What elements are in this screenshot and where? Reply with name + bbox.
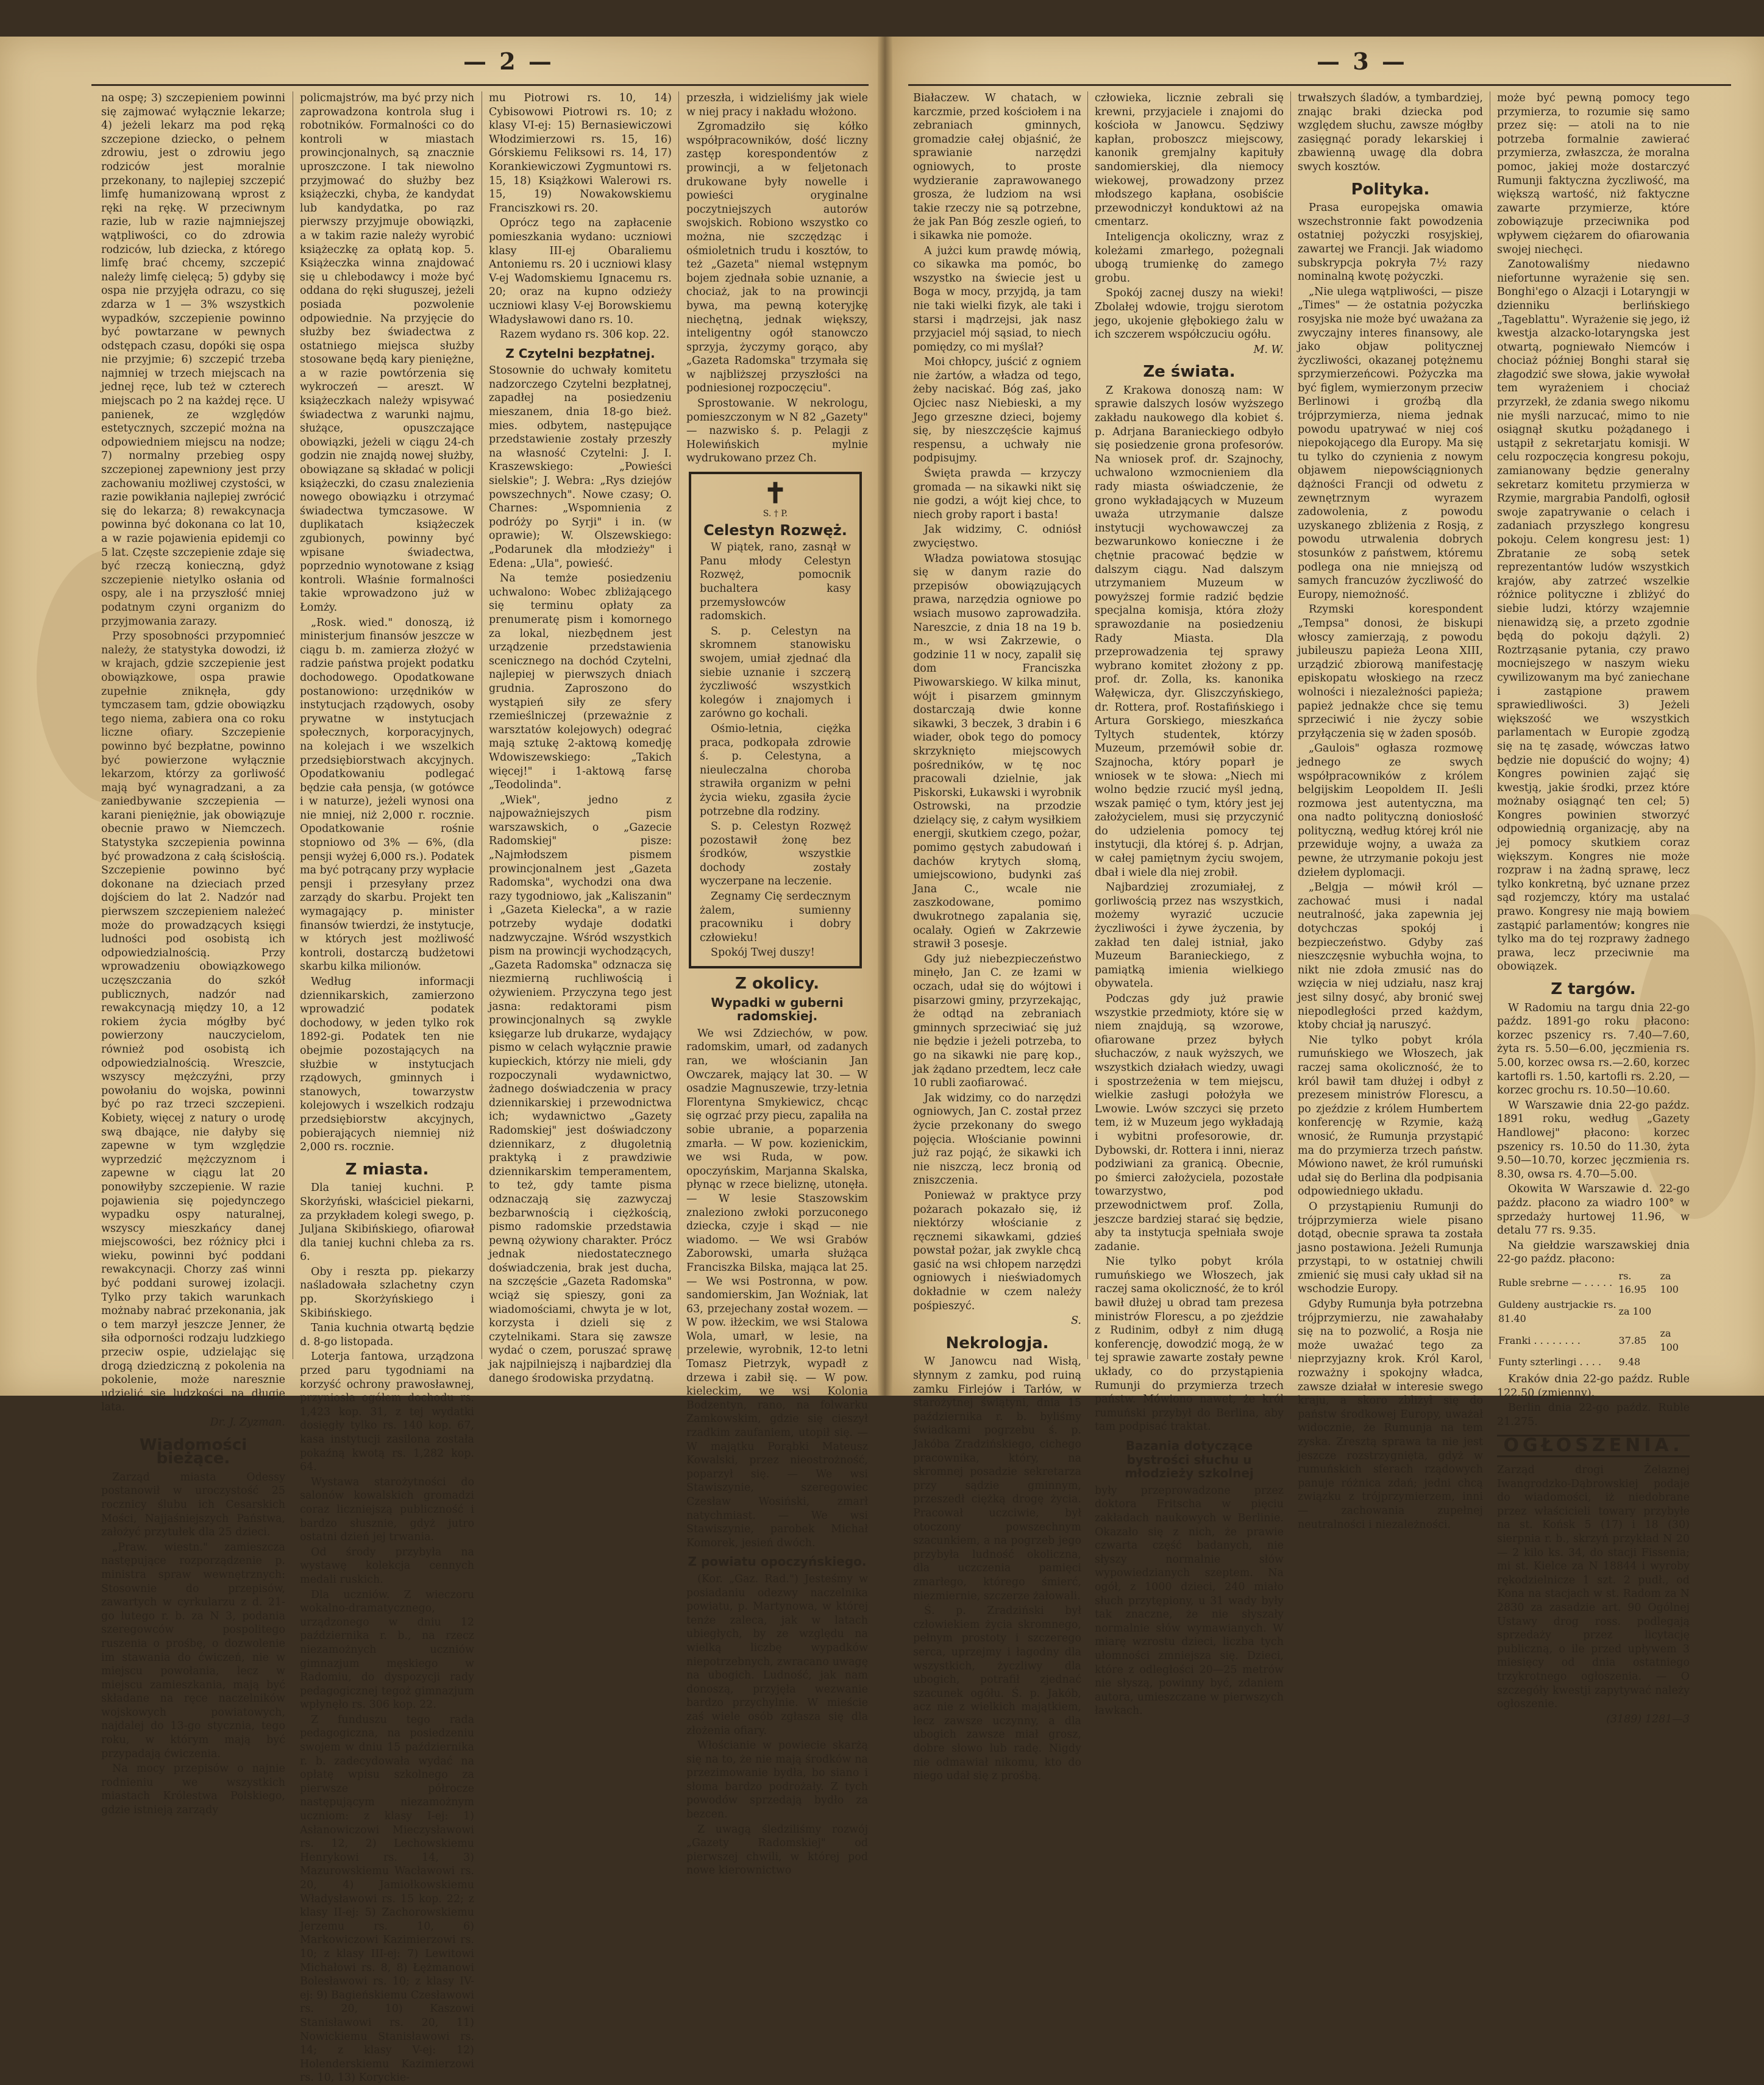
article-paragraph: W Janowcu nad Wisłą, słynnym z zamku, pod ruiną zamku Firlejów i Tarłów, w starożytnej świątyni, dnia 15 października r. b. byliśmy świadkami pogrzebu ś. p. Jakóba Zradzińskiego, cichego pracownika, który, na skromnej posadzie sekretarza przy sądzie gminnym, przeszedł ciężką drogę życia. Pracował uczciwie, był otoczony powszechnym szacunkiem, a na pogrzeb jego przybyła ludność okoliczna, dla uczczenia pamięci zmarłego, którego śmierć, niezmiernie, szczerze żałowali. xyxy=(913,1355,1081,1602)
table-cell: 9.48 xyxy=(1618,1356,1641,1368)
left-column-2 xyxy=(300,91,474,2084)
right-column-3 xyxy=(1298,91,1483,1531)
article-paragraph: Święta prawda — krzyczy gromada — na sikawki nikt się nie godzi, a wójt kiej chce, to niech groby raport i basta! xyxy=(913,467,1081,521)
article-paragraph: na ospę; 3) szczepieniem powinni się zajmować wyłącznie lekarze; 4) jeżeli lekarz ma pod ręką szczepione dziecko, o pełnem zdrowiu, jest o zdrowiu jego rodziców jest moralnie przekonany, to najlepiej szczepić limfę humanizowaną wprost z ręki na rękę. W przeciwnym razie, lub w razie najmniejszej wątpliwości, co do zdrowia rodziców, lub dziecka, z którego limfę brać chcemy, szczepić należy limfę cielęcą; 5) gdyby się ospa nie przyjęła odrazu, co się zdarza w 1 — 3% wszystkich wypadków, szczepienie powinno być powtarzane w pewnych odstępach czasu, dopóki się ospa nie przyjmie; 6) szczepić trzeba najmniej w trzech miejscach na jednej ręce, lub też w czterech miejscach po 2 na każdej ręce. U panienek, ze względów estetycznych, szczepić można na odpowiedniem miejscu na nodze; 7) normalny przebieg ospy szczepionej zapewniony jest przy zachowaniu możliwej czystości, w razie powikłania najlepiej zwrócić się do lekarza; 8) rewakcynacja powinna być dokonana co lat 10, a w razie pojawienia epidemji co 5 lat. Częste szczepienie zdaje się być rzeczą konieczną, gdyż szczepienie nietylko osłania od ospy, ale i na przyszłość mniej podatnym czyni organizm do przyjmowania zarazy. xyxy=(101,92,285,628)
section-heading: Nekrologja. xyxy=(945,1334,1049,1352)
article-paragraph: Gdy już niebezpieczeństwo minęło, Jan C. ze łzami w oczach, udał się do wójtowi i pisarzowi gminy, przyrzekając, że odtąd na zebraniach gminnych sprzeciwiać się już nie będzie i jeżeli potrzeba, to go na sikawki nie parę kop., jak żądano przedtem, lecz całe 10 rubli zaofiarować. xyxy=(913,953,1081,1090)
signature: S. xyxy=(1071,1315,1081,1327)
table-cell: za 100 xyxy=(1660,1327,1679,1353)
article-paragraph: Na mocy przepisów o najnie rodnieniu we wszystkich miastach Królestwa Polskiego, gdzie istnieją zarządy xyxy=(101,1763,285,1817)
table-cell: Funty szterlingi . . . . xyxy=(1498,1356,1602,1368)
cross-icon: ✝ xyxy=(763,477,788,510)
article-paragraph: mu Piotrowi rs. 10, 14) Cybisowowi Piotrowi rs. 10; z klasy VI-ej: 15) Bernasiewiczowi Włodzimierzowi rs. 15, 16) Górskiemu Feliksowi rs. 14, 17) Korankiewiczowi Zygmuntowi rs. 15, 18) Książkowi Walerowi rs. 15, 19) Nowakowskiemu Franciszkowi rs. 20. xyxy=(489,92,672,215)
article-paragraph: Podczas gdy już prawie wszystkie przedmioty, które się w niem znajdują, są wzorowe, ofiarowane przez byłych słuchaczów, z nauk wyższych, we wszystkich działach wiedzy, uwagi i spostrzeżenia w tem miejscu, wielkie zasługi położyła we Lwowie. Lwów szczyci się przeto tem, iż w Muzeum jego wykładają i wybitni profesorowie, dr. Dybowski, dr. Rottera i inni, nieraz podziwiani za granicą. Obecnie, po śmierci założyciela, pozostałe towarzystwo, pod przewodnictwem prof. Zolla, jeszcze bardziej starać się będzie, aby ta instytucja spełniała swoje zadanie. xyxy=(1095,993,1284,1253)
article-paragraph: Zarząd drogi Żelaznej Iwangrodzko-Dąbrowskiej podaje do wiadomości, iż niedobrane przez właścicieli towary przybyłe na st. Końsk 5 (17) i 18 (30) sierpnia r. b., skrzyń przykład N 20 — 2 kilo ks. 34, do stacji Fissenia; mi st. Kielce za N 18844 i wyroby rękodzielnicze 1 szt. 2 pudł., od Kona na stacjach w st. Radom za N 2830 za zasadzie art. 90 Ogólnej Ustawy drog ross. podlegają sprzedaży przez licytację publiczną, o ile przed upływem 3 miesięcy od dnia ostatniego trzykrotnego ogłoszenia. — O szczegóły kwestji zapytywać należy ogłoszenie. xyxy=(1497,1464,1690,1711)
table-cell xyxy=(1659,1298,1690,1326)
left-page-number: — 2 — xyxy=(463,48,554,75)
article-paragraph: Włościanie w powiecie skarżą się na to, że nie mają środków na przezimowanie bydła, bo siano i słoma bardzo podrożały. Z tych powodów sprzedają bydło za bezcen. xyxy=(686,1739,868,1821)
table-cell: za 100 xyxy=(1618,1305,1652,1318)
article-paragraph: Przy sposobności przypomnieć należy, że statystyka dowodzi, iż w krajach, gdzie szczepienie jest obowiązkowe, ospa prawie zupełnie zniknęła, gdy tymczasem tam, gdzie obowiązku tego niema, zabiera ona co roku liczne ofiary. Szczepienie powinno być bezpłatne, powinno być powierzone wyłącznie lekarzom, którzy za gorliwość mają być wynagradzani, a za zaniedbywanie szczepienia — karani pieniężnie, jak obowiązuje obecnie prawo w Niemczech. Statystyka szczepienia powinna być prowadzona z całą ścisłością. Szczepienie powinno być dokonane na dzieciach przed dojściem do lat 2. Nadzór nad pierwszem szczepieniem należeć może do prowadzących księgi ludności pod osobistą ich odpowiedzialnością. Przy wprowadzeniu obowiązkowego uczęszczania do szkół publicznych, nadzór nad rewakcynacją między 10, a 12 rokiem życia mógłby być powierzony nauczycielom, również pod osobistą ich odpowiedzialnością. Wreszcie, wszyscy mężczyźni, przy powołaniu do wojska, powinni być po raz trzeci szczepieni. Kobiety, więcej z natury o urodę swą dbające, nie dałyby się zapewne w tym względzie wyprzedzić mężczyznom i zapewne w ciągu lat 20 ponowiłyby szczepienie. W razie pojawienia się pojedynczego wypadku ospy naturalnej, wszyscy mieszkańcy danej miejscowości, bez różnicy płci i wieku, powinni być poddani rewakcynacji. Chorzy zaś winni być poddani surowej izolacji. Tylko przy takich warunkach możnaby nabrać przekonania, jak o tem marzył jeszcze Jenner, że siła odporności rodzaju ludzkiego przeciw ospie, udzielając się drogą dziedziczną z pokolenia na pokolenie, może naresznie udzielić się ludzkości na długie lata. xyxy=(101,630,285,1414)
article-paragraph: W Warszawie dnia 22-go paźdz. 1891 roku, według „Gazety Handlowej" płacono: korzec pszenicy rs. 10.50 do 11.30, żyta 9.50—10.70, korzec jęczmienia rs. 8.30, owsa rs. 4.70—5.00. xyxy=(1497,1099,1690,1181)
section-heading: Z okolicy. xyxy=(735,975,819,993)
article-paragraph: Nie tylko pobyt króla rumuńskiego we Włoszech, jak raczej sama okoliczność, że to król bawił dłużej u obrad tam prezesa ministrów Florescu, a po zjeździe z Rudinim, odbył z nim długą konferencję, dowodzić mogą, że w tej sprawie zawarte zostały pewne układy, co do przystąpienia Rumunji do przymierza trzech państw. Mówiono nawet, że król rumuński przybył do Berlina, aby tam podpisać traktat. xyxy=(1095,1256,1284,1433)
article-paragraph: może być pewną pomocy tego przymierza, to rozumie się samo przez się: — atoli na to nie potrzeba formalnie zawierać przymierza, zwłaszcza, że moralna pomoc, jakiej może dostarczyć Rumunji faktyczna życzliwość, ma większą wartość, niż faktyczne zawarte przymierze, które zobowiązuje przeciwnika pod wpływem ciężarem do ofiarowania swojej niechęci. xyxy=(1497,92,1690,256)
article-paragraph: Oprócz tego na zapłacenie pomieszkania wydano: uczniowi klasy III-ej Obaraliemu Antoniemu rs. 20 i uczniowi klasy V-ej Wadomskiemu Ignacemu rs. 20; oraz na kupno odzieży uczniowi klasy V-ej Borowskiemu Władysławowi dano rs. 10. xyxy=(489,217,672,326)
article-paragraph: Razem wydano rs. 306 kop. 22. xyxy=(500,329,670,341)
article-paragraph: „Rosk. wied." donoszą, iż ministerjum finansów jeszcze w ciągu b. m. zamierza złożyć w radzie państwa projekt podatku dochodowego. Opodatkowane postanowiono: urzędników w instytucjach rządowych, osoby prywatne w instytucjach społecznych, korporacyjnych, na kolejach i we wszelkich przedsiębiorstwach akcyjnych. Opodatkowaniu podlegać będzie cała pensja, (w gotówce i w naturze), jeżeli wynosi ona nie mniej, niż 2,000 r. rocznie. Opodatkowanie rośnie stopniowo od 3% — 6%, (dla pensji wyżej 6,000 rs.). Podatek ma być potrącany przy wypłacie pensji i przesyłany przez zarządy do skarbu. Projekt ten wymagający p. minister finansów twierdzi, że instytucje, w których jest możliwość kontroli, dostarczą budżetowi skarbu kilka milionów. xyxy=(300,616,474,973)
article-paragraph: „Belgja — mówił król — zachować musi i nadal neutralność, jaka zapewnia jej dotychczas spokój i bezpieczeństwo. Gdyby zaś nieszczęsnie wybuchła wojna, to nikt nie zdoła zmusić nas do wzięcia w niej udziału, nasz kraj jest silny dosyć, aby bronić swej niepodległości przed każdym, ktoby chciał ją naruszyć. xyxy=(1298,881,1483,1032)
obituary-paragraph: W piątek, rano, zasnął w Panu młody Celestyn Rozwęż, pomocnik buchaltera kasy przemysłowców radomskich. xyxy=(700,541,851,623)
article-paragraph: Ponieważ w praktyce przy pożarach pokazało się, iż niektórzy włościanie z ręcznemi sikawkami, gdzieś powstał pożar, jak zwykle chcą gasić na wsi chłopem narzędzi ogniowych i nieświadomych dokładnie w czem należy pośpieszyć. xyxy=(913,1189,1081,1312)
article-paragraph: Od środy przybyła na wystawę kolekcja cennych medali ruskich. xyxy=(300,1546,474,1586)
signature: M. W. xyxy=(1253,343,1284,356)
article-paragraph: Kraków dnia 22-go paźdz. Ruble 122.50 (zmienny). xyxy=(1497,1373,1690,1399)
obituary-name: Celestyn Rozwęż. xyxy=(703,521,847,539)
subsection-heading: Wypadki w guberni radomskiej. xyxy=(711,995,844,1024)
article-paragraph: Zanotowaliśmy niedawno niefortunne wyrażenie się sen. Bonghi'ego o Alzacji i Lotaryngji w dzienniku berlińskiego „Tageblattu". Wyrażenie się jego, iż kwestja alzacko-lotaryngska jest otwartą, pogniewało Niemców i chociaż później Bonghi starał się złagodzić swe słowa, jakie wywołał tem wyrażeniem i chociaż przyrzekł, że zdania swego nikomu nie myśli narzucać, mimo to nie osiągnął skutku pożądanego i ustąpił z sekretarjatu komisji. W celu rozpoczęcia kongresu pokoju, zamianowany będzie generalny sekretarz komitetu przymierza w Rzymie, margrabia Pandolfi, ogłosił swoje zapatrywanie o celach i zadaniach przyszłego kongresu pokoju. Celem kongresu jest: 1) Zbratanie ze sobą setek reprezentantów ludów wszystkich krajów, aby zatrzeć wszelkie różnice polityczne i zbliżyć do siebie ludzi, którzy wzajemnie nienawidzą się, a przeto zgodnie będą do pokoju dążyli. 2) Roztrząsanie pytania, czy prawo mocniejszego w naszym wieku cywilizowanym ma być zaniechane i zastąpione prawem sprawiedliwości. 3) Jeżeli większość we wszystkich parlamentach w Europie zgodzą się na tę zasadę, wówczas łatwo będzie nie dopuścić do wojny; 4) Kongres powinien zająć się kwestją, jakie środki, przez które możnaby osiągnąć ten cel; 5) Kongres powinien stworzyć odpowiednią organizację, aby na jej pomocy skutkiem coraz większym. Kongres nie może rozpraw i na żadną sprawę, lecz tylko konkretną, być uznane przez sąd rozjemczy, który ma ustalać prawo. Kongresy nie mają bowiem zastąpić parlamentów; kongres nie tylko ma do tej rozprawy żadnego prawa, lecz przeciwnie ma obowiązek. xyxy=(1497,258,1690,973)
ads-heading: OGŁOSZENIA. xyxy=(1497,1435,1690,1457)
section-heading: Wiadomości bieżące. xyxy=(139,1435,247,1468)
left-column-1 xyxy=(101,91,285,1817)
table-cell: rs. 16.95 xyxy=(1618,1270,1647,1296)
table-row xyxy=(1497,1355,1690,1370)
article-paragraph: Z funduszu tego rada pedagogiczna, na posiedzeniu swojem w dniu 15 października r. b. zadecydowała wydać na opłatę wpisu szkolnego za pierwsze półrocze następującym niezamożnym uczniom: z klasy I-ej: 1) Asłanowiczowi Mieczysławowi rs. 12, 2) Lechowskiemu Henrykowi rs. 14, 3) Mazurowskiemu Wacławowi rs. 20, 4) Jamiołkowskiemu Władysławowi rs. 15 kop. 22; z klasy II-ej: 5) Zachorowskiemu Jerzemu rs. 10, 6) Markowiczowi Kazimierzowi rs. 10; z klasy III-ej: 7) Lewitowi Michałowi rs. 8, 8) Łężmanowi Bolesławowi rs. 10; z klasy IV-ej: 9) Bagieńskiemu Czesławowi rs. 20, 10) Kaszowi Stanisławowi rs. 20, 11) Nowickiemu Stanisławowi rs. 14; z klasy V-ej: 12) Holenderskiemu Kazimierzowi rs. 10, 13) Koryckie- xyxy=(300,1713,474,2084)
signature: Dr. J. Zyzman. xyxy=(210,1416,285,1429)
article-paragraph: Gdyby Rumunja była potrzebna trójprzymierzu, nie zawahałaby się na to pozwolić, a Rosja nie może uważać tego za nieprzyjazny krok. Król Karol, rozważny i spokojny władca, zawsze działał w interesie swego kraju, a skoro zbliżył się do państw środkowej Europy, uważał widocznie, że Rumunja na tem zyska. Zresztą sprawa ta nie jest jeszcze rozstrzygnięta, gdyż w rumuńskich sferach rządowych panuje różnica zdań; jedni chcą związku z trójprzymierzem, inni — zachowania zupełnej neutralności i niezależności. xyxy=(1298,1298,1483,1531)
article-paragraph: Tania kuchnia otwartą będzie d. 8-go listopada. xyxy=(300,1322,474,1348)
article-paragraph: Rzymski korespondent „Tempsa" donosi, że biskupi włoscy zamierzają, z powodu jubileuszu papieża Leona XIII, urządzić zbiorową manifestację episkopatu włoskiego na rzecz wolności i niezależności papieża; papież jednakże chce się temu sprzeciwić i nie życzy sobie przyłączenia się w żaden sposób. xyxy=(1298,603,1483,740)
article-paragraph: Inteligencja okoliczny, wraz z koleżami zmarłego, pożegnali ubogą trumienkę do zamego grobu. xyxy=(1095,230,1284,285)
article-paragraph: Według informacji dziennikarskich, zamierzono wprowadzić podatek dochodowy, w jeden tylko rok 1892-gi. Podatek ten nie obejmie pozostających na służbie w instytucjach rządowych, gminnych i stanowych, towarzystw kolejowych i wszelkich rodzaju przedsiębiorstw akcyjnych, pobierających niemniej niż 2,000 rs. rocznie. xyxy=(300,976,474,1154)
article-paragraph: „Wiek", jedno z najpoważniejszych pism warszawskich, o „Gazecie Radomskiej" pisze: „Najmłodszem pismem prowincjonalnem jest „Gazeta Radomska", wychodzi ona dwa razy tygodniowo, jak „Kaliszanin" i „Gazeta Kielecka", a w razie potrzeby wydaje dodatki nadzwyczajne. Wśród wszystkich pism na prowincji wychodzących, „Gazeta Radomska" odznacza się niezmierną ruchliwością i ożywieniem. Przyczyna tego jest jasna: redaktorami pism prowincjonalnych są zwykle księgarze lub drukarze, wydający pismo w celach wyłącznie prawie kupieckich, którzy nie mieli, gdy rozpoczynali wydawnictwo, żadnego doświadczenia w pracy dziennikarskiej i przewodnictwa ich; wydawnictwo „Gazety Radomskiej" jest doświadczony dziennikarz, z długoletnią praktyką i z prawdziwie dziennikarskim temperamentem, to też, gdy tamte pisma odznaczają się zazwyczaj bezbarwnością i ciężkością, pismo radomskie przedstawia pewną ożywiony charakter. Prócz jednak niedostatecznego doświadczenia, brak jest ducha, na szczęście „Gazeta Radomska" wciąż się spieszy, goni za wiadomościami, chwyta je w lot, korzysta i dzieli się z czytelnikami. Stara się zawsze wydać o czem, poruszać sprawę jak najpilniejszą i najbardziej dla danego środowiska przydatną. xyxy=(489,794,672,1385)
article-paragraph: Zarząd miasta Odessy postanowił w uroczystość 25 rocznicy ślubu ich Cesarskich Mości, Najjaśniejszych Państwa, założyć przytułek dla 25 dzieci. xyxy=(101,1471,285,1539)
table-cell: 37.85 xyxy=(1618,1334,1647,1346)
right-column-4 xyxy=(1497,91,1690,1725)
article-paragraph: Dla uczniów. Z wieczoru wokalno-dramatycznego, urządzonego w dniu 12 października r. b., na rzecz niezamożnych uczniów gimnazjum męskiego w Radomiu, do dyspozycji rady pedagogicznej tegoż gimnazjum wpłynęło rs. 306 kop. 22. xyxy=(300,1588,474,1711)
subsection-heading: Bazania dotyczące bystrości słuchu u młodzieży szkolnej xyxy=(1125,1438,1254,1481)
subsection-heading: Z Czytelni bezpłatnej. xyxy=(505,346,655,361)
right-column-2 xyxy=(1095,91,1284,1717)
article-paragraph: Stosownie do uchwały komitetu nadzorczego Czytelni bezpłatnej, zapadłej na posiedzeniu mieszanem, dnia 18-go bież. mies. odbytem, następujące przedstawienie zostały przeszły na własność Czytelni: J. I. Kraszewskiego: „Powieści sielskie"; J. Webra: „Rys dziejów powszechnych". Nowe czasy; O. Charnes: „Wspomnienia z podróży po Syrji" i in. (w oprawie); W. Olszewskiego: „Podarunek dla młodzieży" i Edena: „Ula", powieść. xyxy=(489,364,672,570)
gutter xyxy=(878,37,892,1396)
article-paragraph: „Gaulois" ogłasza rozmowę jednego ze swych współpracowników z królem belgijskim Leopoldem II. Jeśli rozmowa jest autentyczna, ma ona nadto polityczną doniosłość polityczną, według której król nie przewiduje wojny, a uważa za pewne, że utrzymanie pokoju jest dziełem dyplomacji. xyxy=(1298,742,1483,879)
article-paragraph: trwałszych śladów, a tymbardziej, znając braki dziecka pod względem słuchu, zawsze mógłby zasięgnąć porady lekarskiej i zbawienną uwagę dla dobra swych kosztów. xyxy=(1298,92,1483,173)
signature: (3189) 1281—3 xyxy=(1606,1713,1690,1725)
article-paragraph: W Radomiu na targu dnia 22-go paźdz. 1891-go roku płacono: korzec pszenicy rs. 7.40—7.60, żyta rs. 5.50—6.00, jęczmienia rs. 5.00, korzec owsa rs.—2.60, korzec kartofli rs. 1.50, kartofli rs. 2.20, —korzec grochu rs. 10.50—10.60. xyxy=(1497,1001,1690,1097)
obituary-initials: S. † P. xyxy=(763,509,788,519)
article-paragraph: Prasa europejska omawia wszechstronnie fakt powodzenia ostatniej pożyczki rosyjskiej, zawartej we Francji. Jak wiadomo subskrypcja pokryła 7½ razy nominalną kwotę pożyczki. xyxy=(1298,202,1483,283)
article-paragraph: przeszła, i widzieliśmy jak wiele w niej pracy i nakładu włożono. xyxy=(686,92,868,118)
table-cell: Ruble srebrne — . . . . . xyxy=(1498,1277,1613,1289)
article-paragraph: Loterja fantowa, urządzona przed paru tygodniami na korzyść ochrony prawosławnej, przyniosła ogółem dochodu rs. 1,423 kop. 31, z tej wydatki dosięgły tylko rs. 140 kop. 67, kasa instytucji zasilona została pokaźną kwotą rs. 1,282 kop. 64. xyxy=(300,1351,474,1474)
article-paragraph: Na giełdzie warszawskiej dnia 22-go paźdz. płacono: xyxy=(1497,1239,1690,1266)
left-column-4 xyxy=(686,91,868,1877)
column-divider xyxy=(1290,91,1291,1359)
article-paragraph: Jak widzimy, co do narzędzi ogniowych, Jan C. został przez życie przekonany do swego pojęcia. Włościanie powinni już raz pojąć, że sikawki ich nie niszczą, lecz bronią od zniszczenia. xyxy=(913,1092,1081,1187)
column-divider xyxy=(1087,91,1088,1359)
table-cell xyxy=(1659,1355,1690,1370)
article-paragraph: Sprostowanie. W nekrologu, pomieszczonym w N 82 „Gazety" — nazwisko ś. p. Pelagji z Holewińskich mylnie wydrukowano przez Ch. xyxy=(686,397,868,465)
article-paragraph: Białaczew. W chatach, w karczmie, przed kościołem i na zebraniach gminnych, gromadzie całej objaśnić, że sprawianie narzędzi ogniowych, to proste wydzieranie zaprawowanego grosza, że ludziom na wsi takie rzeczy nie są potrzebne, że jak Pan Bóg zeszle ogień, to i sikawka nie pomoże. xyxy=(913,92,1081,242)
obituary-paragraph: Ośmio-letnia, ciężka praca, podkopała zdrowie ś. p. Celestyna, a nieuleczalna choroba strawiła organizm w pełni życia wieku, zgasiła życie potrzebne dla rodziny. xyxy=(700,722,851,818)
article-paragraph: Wystawa starożytności do salonów kowalskich gromadzi coraz liczniejszą publiczność i bardzo słusznie, gdyż jutro ostatni dzień jej trwania. xyxy=(300,1476,474,1544)
article-paragraph: Najbardziej zrozumiałej, z gorliwością przez nas wszystkich, możemy wyrazić uczucie życzliwości i żywe życzenia, by zakład ten dalej istniał, jako Muzeum Baranieckiego, z pamiątką imienia wielkiego obywatela. xyxy=(1095,881,1284,990)
article-paragraph: „Nie ulega wątpliwości, — pisze „Times" — że ostatnia pożyczka rosyjska nie może być uważana za zwyczajny interes finansowy, ale jako objaw politycznej życzliwości, okazanej potężnemu sprzymierzeńcowi. Pożyczka ma być figlem, wymierzonym przeciw Berlinowi i groźbą dla trójprzymierza, niema jednak powodu upatrywać w niej coś niepokojącego dla Europy. Ma się tu tylko do czynienia z nowym objawem niepowściągnionych dążności Francji od odwetu z zewnętrznym wyrazem zadowolenia, z powodu uzyskanego zbliżenia z Rosją, z powodu utrwalenia dobrych stosunków z państwem, któremu podlega ona nie mniejszą od samych francuzów życzliwość do Europy, niemożność. xyxy=(1298,285,1483,601)
table-cell: za 100 xyxy=(1660,1270,1679,1296)
obituary-paragraph: S. p. Celestyn na skromnem stanowisku swojem, umiał zjednać dla siebie uznanie i szczerą życzliwość wszystkich kolegów i znajomych i zarówno go kochali. xyxy=(700,625,851,720)
article-paragraph: Oby i reszta pp. piekarzy naśladowała szlachetny czyn pp. Skorżyńskiego i Skibińskiego. xyxy=(300,1265,474,1320)
table-cell: Guldeny austrjackie rs. 81.40 xyxy=(1498,1299,1616,1324)
left-header-rule xyxy=(91,84,869,86)
section-heading: Polityka. xyxy=(1351,180,1430,199)
table-row xyxy=(1497,1326,1690,1355)
right-header-rule xyxy=(908,84,1731,86)
article-paragraph: Moi chłopcy, juścić z ogniem nie żartów, a władza od tego, żeby naciskać. Bóg zaś, jako Ojciec nasz Niebieski, a my Jego grzeszne dzieci, bojemy się, by nieszczęście kajmuś respensu, a uchwały nie podpisujmy. xyxy=(913,356,1081,465)
article-paragraph: Władza powiatowa stosując się w danym razie do przepisów obowiązujących prawa, narzędzia ogniowe po wsiach musowo zaprowadziła. Nareszcie, z dnia 18 na 19 b. m., w wsi Zakrzewie, o godzinie 11 w nocy, zapalił się dom Franciszka Piwowarskiego. W kilka minut, wójt i pisarzem gminnym dostarczają dwie konne sikawki, 3 beczek, 3 drabin i 6 wiader, obok tego do pomocy skrzyknięto miejscowych pośredników, w tę noc pracowali dzielnie, jak Piskorski, Łukawski i wyrobnik Ostrowski, na przodzie dzielący się, z całym wysiłkiem energji, skutkiem czego, pożar, pomimo gęstych zabudowań i dachów krytych słomą, umiejscowiono, budynki zaś Jana C., wcale nie zaszkodowane, pomimo dwukrotnego zapalania się, ocalały. Ogień w Zakrzewie strawił 3 posesje. xyxy=(913,552,1081,951)
column-divider xyxy=(678,91,679,1359)
article-paragraph: We wsi Zdziechów, w pow. radomskim, umarł, od zadanych ran, we włościanin Jan Owczarek, mający lat 30. — W osadzie Magnuszewie, trzy-letnia Florentyna Smykiewicz, chcąc się ogrzać przy piecu, zapaliła na sobie ubranie, a poparzenia zmarła. — W pow. kozienickim, we wsi Ruda, w pow. opoczyńskim, Marjanna Skalska, płynąc w rzece bieliznę, utonęła. — W lesie Staszowskim znaleziono zwłoki porzuconego dziecka, czyje i skąd — nie wiadomo. — We wsi Grabów Zaborowski, umarła służąca Franciszka Bilska, mająca lat 25. — We wsi Postronna, w pow. sandomierskim, Jan Woźniak, lat 63, przejechany został wozem. — W pow. iłżeckim, we wsi Stalowa Wola, umarł, w lesie, na przelewie, wyrobnik, 12-to letni Tomasz Pietrzyk, wypadł z drzewa i zabił się. — W pow. kieleckim, we wsi Kolonia Bodzentyn, rano, na folwarku Zamkowskim, gdzie się cieszył rzadkim zaufaniem, utopił się. — W majątku Porąbki Mateusz Kowalski, przez nieostrożność, poparzył się. — We wsi Stawiszynie, szeregowiec Czesław Wosiński, zmarł natychmiast. — We wsi Stawiszynie, parobek Michał Komorek, jesień dwóch. xyxy=(686,1027,868,1549)
article-paragraph: (Kor. „Gaz. Rad.") Jesteśmy w posiadaniu odezwy naczelnika powiatu, p. Martynowa, w której tenże zaleca, jak w latach ubiegłych, by ze względu na wielką liczbę wypadków niepotrzebnych, zwracano uwagę na ubogich. Ludność, jak nam donoszą, przyjęła wezwanie bardzo przychylnie. W mieście zaś wiele osób zgłasza się dla złożenia ofiary. xyxy=(686,1572,868,1737)
obituary-paragraph: Spokój Twej duszy! xyxy=(711,947,815,959)
article-paragraph: O przystąpieniu Rumunji do trójprzymierza wiele pisano dotąd, obecnie sprawa ta została jasno postawiona. Jeżeli Rumunja przystąpi, to w ostatniej chwili zmienić się musi cały układ sił na wschodzie Europy. xyxy=(1298,1200,1483,1296)
section-heading: Z miasta. xyxy=(345,1160,429,1179)
left-column-3 xyxy=(489,91,672,1385)
article-paragraph: policmajstrów, ma być przy nich zaprowadzona kontrola sług i robotników. Formalności co do kontroli w miastach prowincjonalnych, są znacznie uproszczone. I tak niewolno przyjmować do służby bez książeczki, chyba, że kandydat lub kandydatka, po raz pierwszy przyjmuje obowiązki, a w takim razie należy wyrobić książeczkę za opłatą kop. 5. Książeczka winna znajdować się u chlebodawcy i może być oddana do ręki sługuszej, jeżeli posiada pozwolenie odpowiednie. Na przyjęcie do służby bez świadectwa z ostatniego miejsca służby stosowane będą kary pieniężne, a w razie powtórzenia się wykroczeń — areszt. W książeczkach należy wpisywać świadectwa z warunki najmu, służące, opuszczające obowiązki, jeżeli w ciągu 24-ch godzin nie znajdą nowej służby, obowiązane są składać w policji książeczki, do czasu znalezienia nowego obowiązku i otrzymać świadectwa tymczasowe. W duplikatach książeczek zgubionych, powinny być wpisane świadectwa, poprzednio wynotowane z ksiąg kontroli. Właśnie formalności takie wprowadzono już w Łomży. xyxy=(300,92,474,614)
article-paragraph: Z uwagą śledziliśmy rozwój „Gazety Radomskiej" od pierwszej chwili, w której pod nowe kierownictwo xyxy=(686,1823,868,1877)
exchange-rates-table xyxy=(1497,1269,1690,1370)
article-paragraph: Zgromadziło się kółko współpracowników, dość liczny zastęp korespondentów z prowincji, a w feljetonach drukowane były nowelle i powieści oryginalne poczytniejszych autorów swojskich. Robiono wszystko co można, nie szczędząc i ośmioletnich trudu i kosztów, to też „Gazeta" niemal wstępnym bojem zjednała sobie uznanie, a chociaż, jak to na prowincji bywa, ma pewną koteryjkę niechętną, jednak większy, inteligentny ogół stanowczo sprzyja, życzymy gorąco, aby „Gazeta Radomska" trzymała się w najbliższej przyszłości na podniesionej rozpoczęciu". xyxy=(686,121,868,395)
article-paragraph: Na temże posiedzeniu uchwalono: Wobec zbliżającego się terminu opłaty za prenumeratę pism i komornego za lokal, niezbędnem jest urządzenie przedstawienia scenicznego na dochód Czytelni, najlepiej w pierwszych dniach grudnia. Zaproszono do wystąpień siły ze sfery rzemieślniczej (przeważnie z warsztatów kolejowych) odegrać mają sztukę 2-aktową komedję Wdowiszewskiego: „Takich więcej!" i 1-aktową farsę „Teodolinda". xyxy=(489,572,672,792)
article-paragraph: „Praw. wiestn." zamieszcza następujące rozporządzenie p. ministra spraw wewnętrznych: Stosownie do przepisów, zawartych w cyrkularzu z d. 21-go lutego r. b. za N 3, podania szeregowców pospolitego ruszenia o prośbę, o dozwolenie im stawania do ćwiczeń, nie w miejscu powołania, lecz w miejscu zamieszkania, mają być składane na ręce naczelników wojskowych powiatowych, najdalej do 13-go stycznia, tego roku, w którym mają być przypadają ćwiczenia. xyxy=(101,1541,285,1760)
article-paragraph: Jak widzimy, C. odniósł zwycięstwo. xyxy=(913,524,1081,550)
article-paragraph: Z Krakowa donoszą nam: W sprawie dalszych losów wyższego zakładu naukowego dla kobiet ś. p. Adrjana Baranieckiego odbyło się posiedzenie grona profesorów. Na wniosek prof. dr. Szajnochy, uchwalono wzmocnieniem dla rady miasta oświadczenie, że grono wykładających w Muzeum uważa utrzymanie dalsze instytucji wychowawczej za bezwarunkowo konieczne i że chętnie pracować będzie w dalszym ciągu. Nad dalszym utrzymaniem Muzeum w powyższej formie radzić będzie specjalna komisja, która złoży sprawozdanie na posiedzeniu Rady Miasta. Dla przeprowadzenia tej sprawy wybrano komitet złożony z pp. prof. dr. Zolla, ks. kanonika Wałęwicza, dyr. Gliszczyńskiego, dr. Rottera, prof. Rostafińskiego i Artura Gorskiego, mieszkańca Tyltych studentek, którzy Muzeum, przemówił sobie dr. Szajnocha, który poparł je wniosek w te słowa: „Niech mi wolno będzie rzucić myśl jedną, wszak pamięć o tym, który jest jej założycielem, musi się przyczynić do udzielenia pomocy tej instytucji, dla której ś. p. Adrjan, w całej pamiętnym życiu swojem, dbał i wiele dla niej zrobił. xyxy=(1095,384,1284,879)
article-paragraph: Okowita W Warszawie d. 22-go paźdz. płacono za wiadro 100° w sprzedaży hurtowej 11.96, w detalu 77 rs. 9.35. xyxy=(1497,1183,1690,1237)
right-column-1 xyxy=(913,91,1081,1783)
article-paragraph: Dla taniej kuchni. P. Skorżyński, właściciel piekarni, za przykładem kolegi swego, p. Juljana Skibińskiego, ofiarował dla taniej kuchni chleba za rs. 6. xyxy=(300,1182,474,1263)
right-page-number: — 3 — xyxy=(1317,48,1407,75)
section-heading: Z targów. xyxy=(1551,980,1636,998)
obituary-paragraph: Zegnamy Cię serdecznym żalem, sumienny pracowniku i dobry człowieku! xyxy=(700,890,851,944)
table-cell: Franki . . . . . . . . xyxy=(1498,1334,1581,1346)
article-paragraph: Spokój zacnej duszy na wieki! Zbolałej wdowie, trojgu sierotom jego, ukojenie głębokiego żalu w ich szczerem współczuciu ogółu. xyxy=(1095,287,1284,341)
table-row xyxy=(1497,1269,1690,1298)
article-paragraph: były przeprowadzone przez doktora Fritscha w pięciu zakładach naukowych w Berlinie. Okazało się z nich, że prawie czwarta część badanych, nie słyszy normalnie słów wypowiedzianych szeptem. Na ogół, z 1000 dzieci, 240 miało słuch przytępiony, u 31 wady były tak znaczne, że nie słyszały normalnie słów wymawianych. W miarę wzrostu dzieci, liczba tych ułomności zmniejsza się. Dzieci, które z odległości 20—25 metrów nie słyszą, powinny być, zdaniem autora, umieszczane w pierwszych ławkach. xyxy=(1095,1484,1284,1717)
article-paragraph: człowieka, licznie zebrali się krewni, przyjaciele i znajomi do kościoła w Janowcu. Sędziwy kapłan, proboszcz miejscowy, kanonik gremjalny kapituły sandomierskiej, dla niemocy wiekowej, prowadzony przez młodszego kapłana, osobiście przewodniczył konduktowi aż na cmentarz. xyxy=(1095,92,1284,229)
section-heading: Ze świata. xyxy=(1143,363,1236,382)
article-paragraph: Nie tylko pobyt króla rumuńskiego we Włoszech, jak raczej sama okoliczność, że to król bawił tam dłużej i odbył z prezesem ministrów Florescu, a po zjeździe z królem Humbertem konferencję w Rzymie, każą wnosić, że Rumunja przystąpić ma do przymierza trzech państw. Mówiono nawet, że król rumuński udał się do Berlina dla podpisania odpowiedniego układu. xyxy=(1298,1034,1483,1198)
article-paragraph: A jużci kum prawdę mówią, co sikawka ma pomóc, bo wszystko na świecie jest u Boga w mocy, przyjdą, ja tam nie taki wielki fizyk, ale taki i starsi i mądrzejsi, jak nasz przyjaciel mój sąsiad, to niech pomiędzy, co mi myślał? xyxy=(913,244,1081,353)
table-row xyxy=(1497,1298,1690,1326)
article-paragraph: Berlin dnia 22-go paźdz. Ruble 21.275. xyxy=(1497,1402,1690,1428)
subsection-heading: Z powiatu opoczyńskiego. xyxy=(688,1554,867,1569)
article-paragraph: Ś. p. Zradziński był człowiekiem życia skromnego, pełnym prostoty i szczerego serca, uprzejmy i łagodny dla wszystkich, życzliwy dla ubogich, potrafił zjednać szacunek ogółu. Ś. p. Jakób, acz nie z wielkich majątkiem, lecz zawsze uczynny, a dla ubogich zawsze miał grosz, dobre słowo lub radę. Nigdy nie odmawiał nikomu, kto do niego udał się z prośbą. xyxy=(913,1605,1081,1783)
obituary-paragraph: S. p. Celestyn Rozwęż pozostawił żonę bez środków, wszystkie dochody zostały wyczerpane na leczenie. xyxy=(700,820,851,888)
obituary-box xyxy=(689,472,862,968)
